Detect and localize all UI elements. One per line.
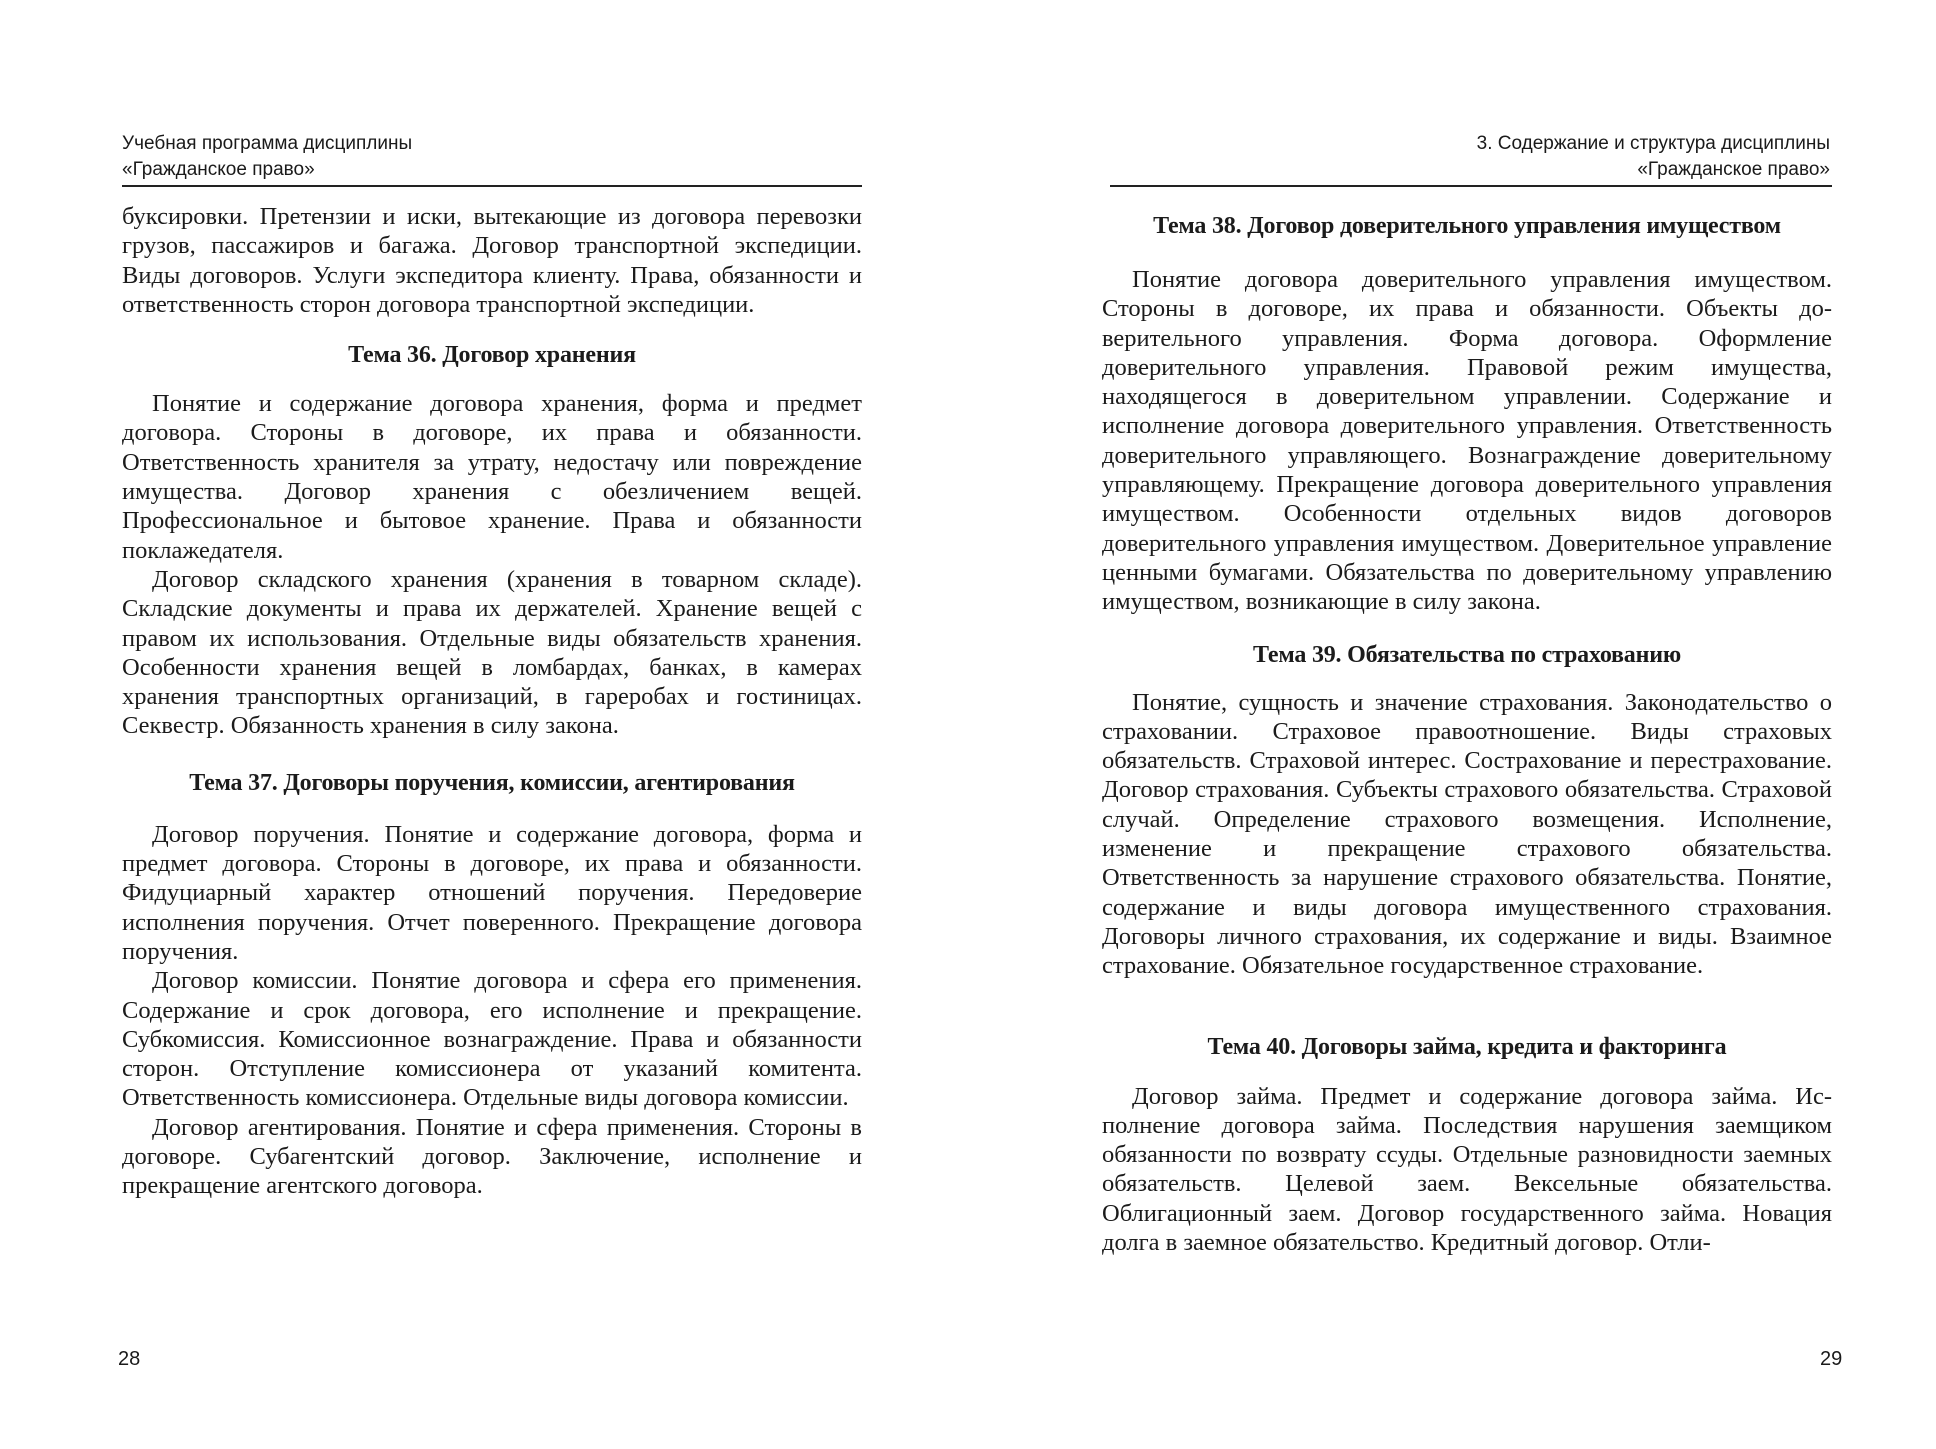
topic-39-paragraph: Понятие, сущность и значение страхования. Законодательство о страховании. Страховое правоотношение. Виды страховых обязательств. Страховой интерес. Сострахование и перестрахование. Договор страхования. Субъекты страхового обязательства. Страховой случай. Определение страхового возмещения. Исполнение, изменение и прекращение страхового обязательства. Ответственность за нарушение страхового обязательства. Понятие, содержание и виды договора имущественного страхования. Договоры личного страхования, их содержание и виды. Взаимное страхование. Обязательное государственное страхование.	[1102, 688, 1832, 980]
right-running-head-line2: «Гражданское право»	[1637, 159, 1830, 180]
right-page	[968, 0, 1936, 1449]
topic-37-paragraph-3: Договор агентирования. Понятие и сфера применения. Стороны в договоре. Субагентский договор. Заключение, исполнение и прекращение агентского договора.	[122, 1113, 862, 1200]
topic-38-paragraph: Понятие договора доверительного управления имуществом. Стороны в договоре, их права и обязанности. Объекты доверительного управления. Форма договора. Оформление доверительного управления. Правовой режим имущества, находящегося в доверительном управлении. Содержание и исполнение договора доверительного управления. Ответственность доверительного управляющего. Вознаграждение доверительному управляющему. Прекращение договора доверительного управления имуществом. Особенности отдельных видов договоров доверительного управления имуществом. Доверительное управление ценными бумагами. Обязательства по доверительному управлению имуществом, возникающие в силу закона.	[1102, 266, 1832, 616]
topic-40-paragraph: Договор займа. Предмет и содержание договора займа. Исполнение договора займа. Последствия нарушения заемщиком обязанности по возврату ссуды. Отдельные разновидности заемных обязательств. Целевой заем. Вексельные обязательства. Облигационный заем. Договор государственного займа. Новация долга в заемное обязательство. Кредитный договор. Отли-	[1102, 1082, 1832, 1257]
topic-38-heading: Тема 38. Договор доверительного управления имуществом	[1153, 213, 1781, 239]
left-page-content	[122, 202, 862, 1201]
left-page-number: 28	[118, 1348, 141, 1370]
continued-paragraph: буксировки. Претензии и иски, вытекающие из договора перевозки грузов, пассажиров и багажа. Договор транспортной экспедиции. Виды договоров. Услуги экспедитора клиенту. Права, обязанности и ответственность сторон договора транспортной экспедиции.	[122, 203, 862, 318]
topic-36-heading: Тема 36. Договор хранения	[348, 342, 636, 369]
topic-37-paragraph-1: Договор поручения. Понятие и содержание договора, форма и предмет договора. Стороны в договоре, их права и обязанности. Фидуциарный характер отношений поручения. Передоверие исполнения поручения. Отчет поверенного. Прекращение договора поручения.	[122, 820, 862, 965]
left-header-rule	[122, 185, 862, 187]
topic-37-paragraph-2: Договор комиссии. Понятие договора и сфера его применения. Содержание и срок договора, его исполнение и прекращение. Субкомиссия. Комиссионное вознаграждение. Права и обязанности сторон. Отступление комиссионера от указаний комитента. Ответственность комиссионера. Отдельные виды договора комиссии.	[122, 967, 862, 1112]
right-page-number: 29	[1820, 1348, 1843, 1370]
right-running-head	[1104, 131, 1830, 183]
right-header-rule	[1110, 185, 1832, 187]
topic-40-heading: Тема 40. Договоры займа, кредита и факторинга	[1207, 1033, 1727, 1060]
right-page-content	[1102, 202, 1832, 1257]
left-running-head-line1: Учебная программа дисциплины	[122, 133, 413, 154]
topic-36-paragraph-1: Понятие и содержание договора хранения, форма и предмет договора. Стороны в договоре, их права и обязанности. Ответственность хранителя за утрату, недостачу или повреждение имущества. Договор хранения с обезличением вещей. Профессиональное и бытовое хранение. Права и обязанности поклажедателя.	[122, 390, 862, 564]
topic-39-heading: Тема 39. Обязательства по страхованию	[1253, 641, 1681, 668]
right-running-head-line1: 3. Содержание и структура дисциплины	[1476, 133, 1830, 154]
topic-37-heading: Тема 37. Договоры поручения, комиссии, агентирования	[189, 769, 795, 796]
topic-36-paragraph-2: Договор складского хранения (хранения в товарном складе). Складские документы и права их держателей. Хранение вещей с правом их использования. Отдельные виды обязательств хранения. Особенности хранения вещей в ломбардах, банках, в камерах хранения транспортных организаций, в гареробах и гостиницах. Секвестр. Обязанность хранения в силу закона.	[122, 565, 862, 740]
left-running-head	[122, 131, 862, 183]
left-running-head-line2: «Гражданское право»	[122, 159, 315, 180]
